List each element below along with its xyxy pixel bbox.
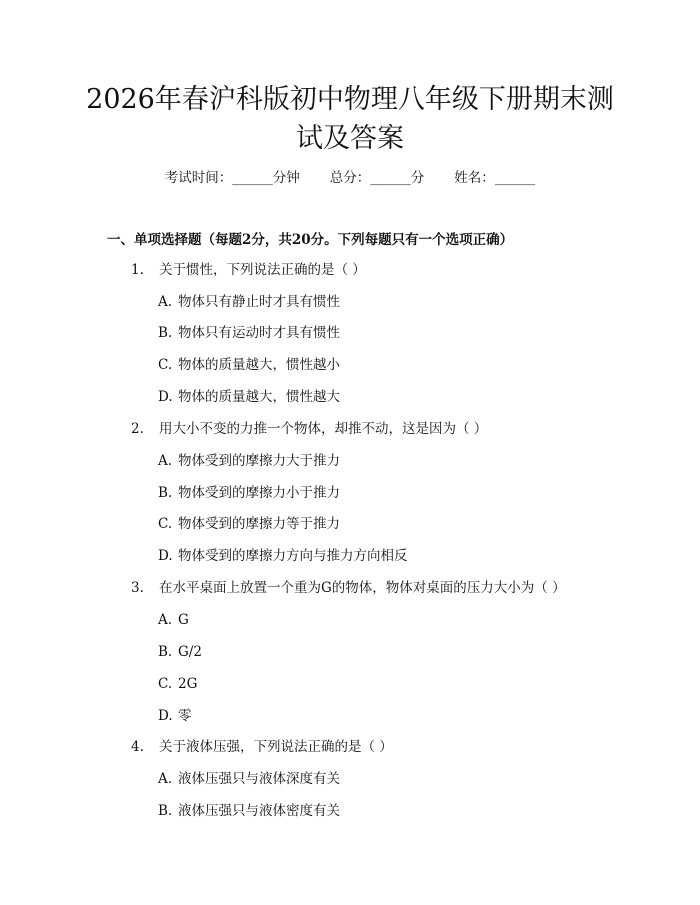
question-3: [131, 578, 566, 598]
option-letter: D.: [158, 389, 173, 405]
option-text: G: [178, 612, 189, 628]
option-letter: B.: [158, 485, 173, 501]
student-name-field: 姓名：______: [454, 170, 536, 186]
question-3-option-d: [158, 706, 192, 726]
question-text: 关于惯性，下列说法正确的是（ ）: [159, 262, 366, 278]
question-text: 在水平桌面上放置一个重为G的物体，物体对桌面的压力大小为（ ）: [159, 580, 566, 596]
option-letter: C.: [158, 676, 173, 692]
question-2-option-c: [158, 514, 340, 534]
option-text: 物体的质量越大，惯性越小: [178, 357, 340, 373]
option-letter: C.: [158, 516, 173, 532]
question-4-option-b: [158, 801, 340, 821]
option-letter: A.: [158, 612, 173, 628]
option-text: 物体受到的摩擦力小于推力: [178, 485, 340, 501]
document-title: [60, 80, 640, 158]
option-text: 液体压强只与液体密度有关: [178, 803, 340, 819]
option-letter: A.: [158, 771, 173, 787]
title-line-2: 试及答案: [296, 123, 404, 154]
title-line-1: 2026年春沪科版初中物理八年级下册期末测: [86, 84, 614, 115]
option-letter: D.: [158, 548, 173, 564]
option-letter: D.: [158, 708, 173, 724]
option-letter: A.: [158, 453, 173, 469]
option-text: 物体只有运动时才具有惯性: [178, 325, 340, 341]
question-4: [131, 737, 393, 757]
question-4-option-a: [158, 769, 340, 789]
question-text: 关于液体压强，下列说法正确的是（ ）: [159, 739, 393, 755]
option-letter: B.: [158, 803, 173, 819]
question-number: 4.: [131, 739, 144, 755]
question-1: [131, 260, 366, 280]
question-3-option-c: [158, 674, 197, 694]
option-text: 零: [178, 708, 192, 724]
question-number: 2.: [131, 421, 144, 437]
option-text: G/2: [178, 644, 202, 660]
exam-time-field: 考试时间：______分钟: [164, 170, 300, 186]
question-2-option-b: [158, 483, 340, 503]
question-2-option-d: [158, 546, 408, 566]
question-3-option-a: [158, 610, 189, 630]
question-1-option-a: [158, 292, 340, 312]
question-2-option-a: [158, 451, 340, 471]
option-text: 物体受到的摩擦力等于推力: [178, 516, 340, 532]
option-text: 物体只有静止时才具有惯性: [178, 294, 340, 310]
question-number: 3.: [131, 580, 144, 596]
section-heading-single-choice: 一、单项选择题（每题2分，共20分。下列每题只有一个选项正确）: [107, 232, 514, 248]
total-score-field: 总分：______分: [329, 170, 425, 186]
question-1-option-b: [158, 323, 340, 343]
option-text: 物体的质量越大，惯性越大: [178, 389, 340, 405]
option-text: 2G: [178, 676, 198, 692]
option-text: 物体受到的摩擦力大于推力: [178, 453, 340, 469]
option-letter: B.: [158, 644, 173, 660]
exam-meta: [0, 168, 700, 188]
option-text: 物体受到的摩擦力方向与推力方向相反: [178, 548, 408, 564]
question-3-option-b: [158, 642, 202, 662]
question-text: 用大小不变的力推一个物体，却推不动，这是因为（ ）: [159, 421, 488, 437]
question-1-option-d: [158, 387, 340, 407]
option-letter: A.: [158, 294, 173, 310]
option-letter: C.: [158, 357, 173, 373]
option-letter: B.: [158, 325, 173, 341]
question-1-option-c: [158, 355, 340, 375]
question-2: [131, 419, 487, 439]
option-text: 液体压强只与液体深度有关: [178, 771, 340, 787]
question-number: 1.: [131, 262, 144, 278]
